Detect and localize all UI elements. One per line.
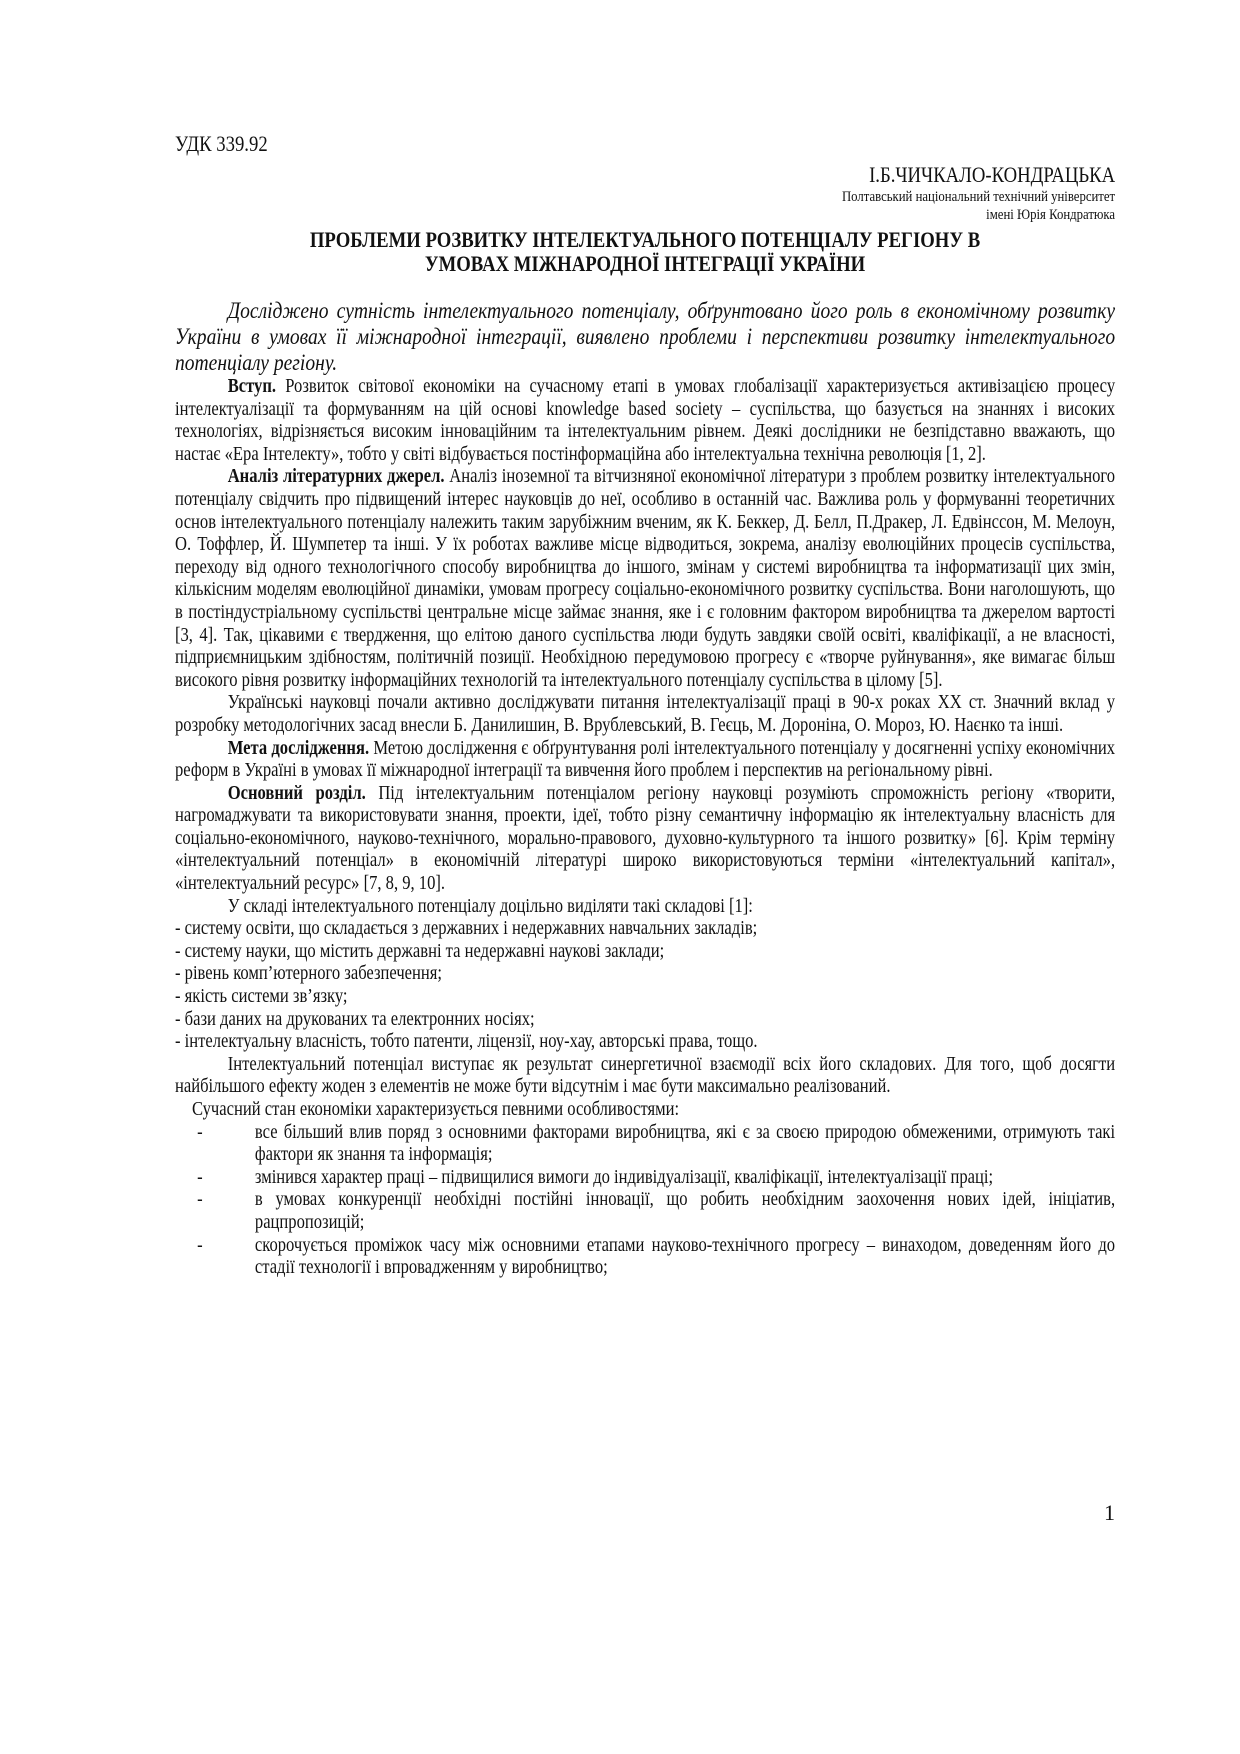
list-item: - якість системи зв’язку; xyxy=(175,986,348,1008)
bullet-item xyxy=(175,1167,1115,1190)
paragraph-text: Розвиток світової економіки на сучасному етапі в умовах глобалізації характеризується активізацією процесу інтелектуалізації та формуванням на цій основі knowledge based society – суспільства, що базується на знаннях і високих технологіях, відрізняється високим інноваційним та інтелектуальним рівнем. Деякі дослідники не безпідставно вважають, що настає «Ера Інтелекту», тобто у світі відбувається постінформаційна або інтелектуальна технічна революція [1, 2]. xyxy=(175,376,1116,465)
main-paragraph xyxy=(175,783,1115,896)
features-intro: Сучасний стан економіки характеризується певними особливостями: xyxy=(192,1099,680,1120)
page-number: 1 xyxy=(1104,1500,1115,1525)
title-line: УМОВАХ МІЖНАРОДНОЇ ІНТЕГРАЦІЇ УКРАЇНИ xyxy=(424,251,866,276)
bullet-text: в умовах конкуренції необхідні постійні інновації, що робить необхідним заохочення нових ідей, ініціатив, рацпропозицій; xyxy=(254,1189,1116,1233)
list-item: - інтелектуальну власність, тобто патенти, ліцензії, ноу-хау, авторські права, тощо. xyxy=(175,1031,758,1053)
bullet-dash: - xyxy=(197,1166,203,1188)
affiliation-line: Полтавський національний технічний університет xyxy=(841,189,1116,205)
paragraph-text: Аналіз іноземної та вітчизняної економічної літератури з проблем розвитку інтелектуального потенціалу свідчить про підвищений інтерес науковців до неї, особливо в останній час. Важлива роль у формуванні теоретичних основ інтелектуального потенціалу належить таким зарубіжним вченим, як К. Беккер, Д. Белл, П.Дракер, Л. Едвінссон, М. Мелоун, О. Тоффлер, Й. Шумпетер та інші. У їх роботах важливе місце відводиться, зокрема, аналізу еволюційних процесів суспільства, переходу від одного технологічного способу виробництва до іншого, змінам у системі виробництва та інформатизації цих змін, кількісним моделям еволюційної динаміки, умовам прогресу соціально-економічного розвитку суспільства. Вони наголошують, що в постіндустріальному суспільстві центральне місце займає знання, яке і є головним фактором виробництва та джерелом вартості [3, 4]. Так, цікавими є твердження, що елітою даного суспільства люди будуть завдяки своїй освіті, кваліфікації, а не власності, підприємницьким здібностям, політичній позиції. Необхідною передумовою прогресу є «творче руйнування», яке вимагає більш високого рівня розвитку інформаційних технологій та інтелектуального потенціалу суспільства в цілому [5]. xyxy=(175,466,1116,691)
intro-paragraph xyxy=(175,376,1115,466)
goal-paragraph xyxy=(175,738,1115,783)
abstract: Досліджено сутність інтелектуального потенціалу, обґрунтовано його роль в економічному розвитку України в умовах її міжнародної інтеграції, виявлено проблеми і перспективи розвитку інтелектуального потенціалу регіону. xyxy=(175,298,1116,375)
literature-paragraph xyxy=(175,466,1115,692)
bullet-text: все більший влив поряд з основними факторами виробництва, які є за своєю природою обмеженими, отримують такі фактори як знання та інформація; xyxy=(254,1121,1116,1166)
components-intro: У складі інтелектуального потенціалу доцільно виділяти такі складові [1]: xyxy=(227,895,753,917)
bullet-dash: - xyxy=(197,1189,203,1211)
paragraph-text: Метою дослідження є обґрунтування ролі інтелектуального потенціалу у досягненні успіху економічних реформ в Україні в умовах її міжнародної інтеграції та вивчення його проблем і перспектив на регіональному рівні. xyxy=(175,737,1116,782)
bullet-dash: - xyxy=(197,1234,203,1256)
list-item: - систему науки, що містить державні та недержавні наукові заклади; xyxy=(175,940,665,962)
udk-code: УДК 339.92 xyxy=(175,131,268,156)
list-item: - систему освіти, що складається з державних і недержавних навчальних закладів; xyxy=(175,918,758,940)
affiliation-line: імені Юрія Кондратюка xyxy=(986,207,1116,223)
bullet-dash: - xyxy=(197,1121,203,1143)
bullet-text: змінився характер праці – підвищилися вимоги до індивідуалізації, кваліфікації, інтелектуалізації праці; xyxy=(254,1166,994,1188)
ukrainian-scholars-paragraph: Українські науковці почали активно досліджувати питання інтелектуалізації праці в 90-х роках XX ст. Значний вклад у розробку методологічних засад внесли Б. Данилишин, В. Врублевський, В. Геєць, М. Дороніна, О. Мороз, Ю. Наєнко та інші. xyxy=(175,692,1116,736)
bullet-item xyxy=(175,1235,1115,1280)
section-heading: Основний розділ. xyxy=(227,782,366,804)
bullet-item xyxy=(175,1122,1115,1167)
document-page xyxy=(175,130,1115,1280)
section-heading: Мета дослідження. xyxy=(227,737,370,759)
section-heading: Аналіз літературних джерел. xyxy=(227,466,445,488)
paper-title xyxy=(175,228,1115,276)
synergy-paragraph: Інтелектуальний потенціал виступає як результат синергетичної взаємодії всіх його складових. Для того, щоб досягти найбільшого ефекту жоден з елементів не може бути відсутнім і має бути максимально реалізований. xyxy=(175,1053,1116,1098)
author-name: І.Б.ЧИЧКАЛО-КОНДРАЦЬКА xyxy=(869,162,1116,187)
bullet-text: скорочується проміжок часу між основними етапами науково-технічного прогресу – винаходом, доведенням його до стадії технології і впровадженням у виробництво; xyxy=(254,1234,1116,1279)
body-text xyxy=(175,376,1115,1280)
paragraph-text: Під інтелектуальним потенціалом регіону науковці розуміють спроможність регіону «творити, нагромаджувати та використовувати знання, проекти, ідеї, тобто різну семантичну інформацію як інтелектуальну власність для соціально-економічного, науково-технічного, морально-правового, духовно-культурного та іншого розвитку» [6]. Крім терміну «інтелектуальний потенціал» в економічній літературі широко використовуються терміни «інтелектуальний капітал», «інтелектуальний ресурс» [7, 8, 9, 10]. xyxy=(175,782,1116,895)
section-heading: Вступ. xyxy=(227,376,277,397)
bullet-item xyxy=(175,1189,1115,1234)
list-item: - рівень комп’ютерного забезпечення; xyxy=(175,963,443,985)
title-line: ПРОБЛЕМИ РОЗВИТКУ ІНТЕЛЕКТУАЛЬНОГО ПОТЕНЦІАЛУ РЕГІОНУ В xyxy=(309,227,981,252)
list-item: - бази даних на друкованих та електронних носіях; xyxy=(175,1008,535,1030)
